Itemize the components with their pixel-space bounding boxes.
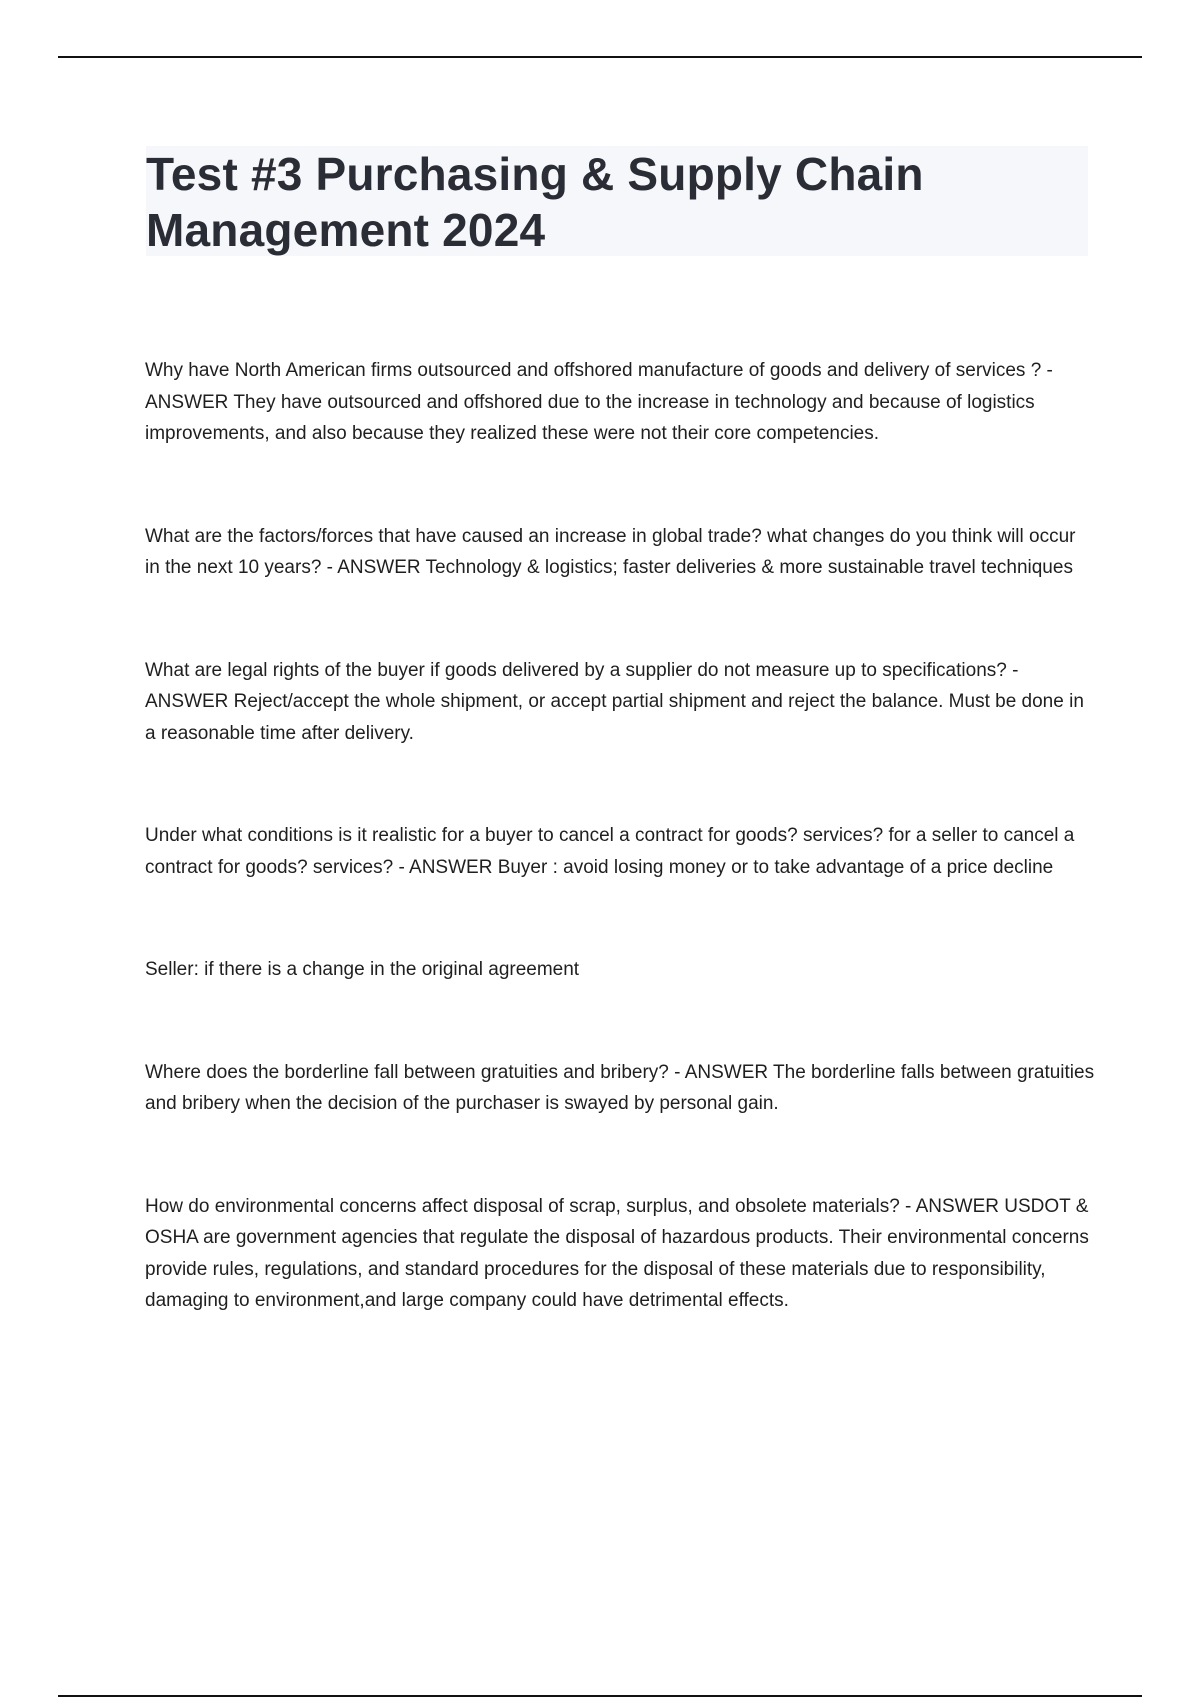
title-block <box>146 146 1088 256</box>
document-body <box>145 355 1095 1317</box>
qa-paragraph: What are the factors/forces that have caused an increase in global trade? what changes do you think will occur in the next 10 years? - ANSWER Technology & logistics; faster deliveries & more sustainable travel techniques <box>145 525 1076 578</box>
qa-paragraph: Under what conditions is it realistic for a buyer to cancel a contract for goods? services? for a seller to cancel a contract for goods? services? - ANSWER Buyer : avoid losing money or to take advantage of a price decline <box>145 825 1075 878</box>
qa-paragraph: What are legal rights of the buyer if goods delivered by a supplier do not measure up to specifications? - ANSWER Reject/accept the whole shipment, or accept partial shipment and reject the balance. Must be done in a reasonable time after delivery. <box>145 659 1084 744</box>
qa-paragraph: Seller: if there is a change in the original agreement <box>145 959 580 980</box>
qa-paragraph: Why have North American firms outsourced and offshored manufacture of goods and delivery of services ? - ANSWER They have outsourced and offshored due to the increase in technology and because of logistics improvements, and also because they realized these were not their core competencies. <box>145 360 1053 444</box>
page-title: Test #3 Purchasing & Supply Chain Management 2024 <box>146 148 924 256</box>
qa-paragraph: How do environmental concerns affect disposal of scrap, surplus, and obsolete materials? - ANSWER USDOT & OSHA are government agencies that regulate the disposal of hazardous products. Their environmental concerns provide rules, regulations, and standard procedures for the disposal of these materials due to responsibility, damaging to environment,and large company could have detrimental effects. <box>145 1195 1089 1311</box>
bottom-rule <box>58 1695 1142 1697</box>
qa-paragraph: Where does the borderline fall between gratuities and bribery? - ANSWER The borderline falls between gratuities and bribery when the decision of the purchaser is swayed by personal gain. <box>145 1061 1095 1114</box>
top-rule <box>58 56 1142 58</box>
